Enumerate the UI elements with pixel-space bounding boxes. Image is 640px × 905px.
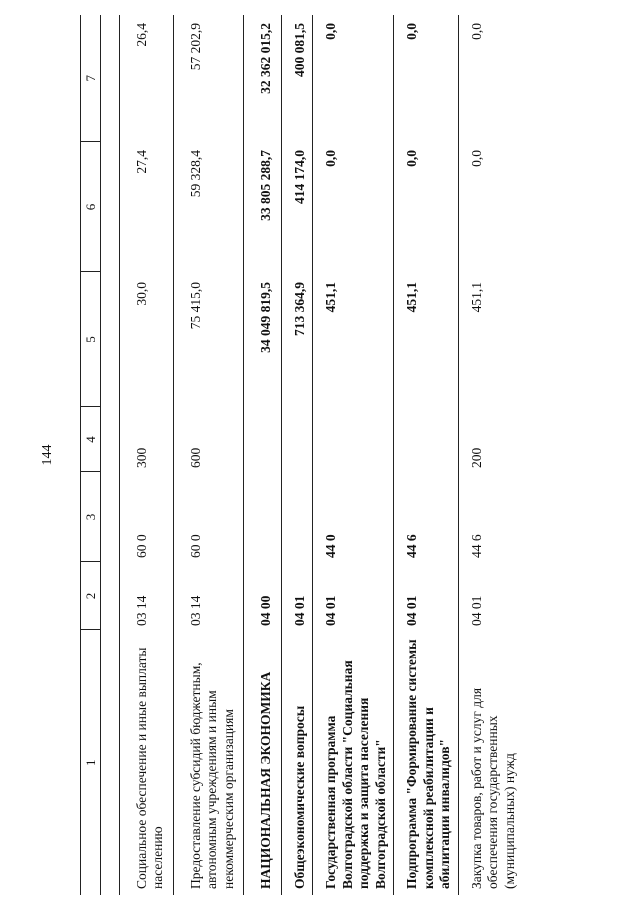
row-target: [244, 472, 281, 562]
row-section: 04 01: [281, 562, 312, 630]
table-row: [244, 15, 281, 895]
row-section: 04 01: [458, 562, 522, 630]
row-value-7: 57 202,9: [173, 15, 243, 142]
row-name: Подпрограмма "Формирование системы комплексной реабилитации и абилитации инвалидов": [394, 630, 458, 895]
column-header-1: 1: [81, 630, 101, 895]
row-section: 03 14: [120, 562, 174, 630]
rotated-table-container: [80, 15, 550, 895]
row-value-6: 0,0: [313, 142, 394, 272]
row-kind: 200: [458, 407, 522, 472]
row-section: 04 00: [244, 562, 281, 630]
row-kind: 600: [173, 407, 243, 472]
row-name: Закупка товаров, работ и услуг для обеспечения государственных (муниципальных) нужд: [458, 630, 522, 895]
row-value-5: 30,0: [120, 272, 174, 407]
table-row: [458, 15, 522, 895]
row-target: 44 6: [394, 472, 458, 562]
column-header-2: 2: [81, 562, 101, 630]
row-name: НАЦИОНАЛЬНАЯ ЭКОНОМИКА: [244, 630, 281, 895]
column-header-7: 7: [81, 15, 101, 142]
row-target: 60 0: [120, 472, 174, 562]
page-number: 144: [40, 444, 55, 466]
row-section: 03 14: [173, 562, 243, 630]
row-value-5: 451,1: [394, 272, 458, 407]
table-row: [313, 15, 394, 895]
row-target: [281, 472, 312, 562]
table-row: [120, 15, 174, 895]
row-value-7: 0,0: [458, 15, 522, 142]
row-name: Предоставление субсидий бюджетным, автономным учреждениям и иным некоммерческим организациям: [173, 630, 243, 895]
row-name: Государственная программа Волгоградской области "Социальная поддержка и защита населения Волгоградской области": [313, 630, 394, 895]
row-value-7: 400 081,5: [281, 15, 312, 142]
row-target: 60 0: [173, 472, 243, 562]
table-row: [281, 15, 312, 895]
column-header-5: 5: [81, 272, 101, 407]
row-target: 44 6: [458, 472, 522, 562]
row-value-7: 0,0: [313, 15, 394, 142]
header-row: [81, 15, 101, 895]
row-target: 44 0: [313, 472, 394, 562]
row-section: 04 01: [313, 562, 394, 630]
row-value-7: 32 362 015,2: [244, 15, 281, 142]
row-kind: [244, 407, 281, 472]
row-value-5: 451,1: [458, 272, 522, 407]
column-header-3: 3: [81, 472, 101, 562]
row-kind: 300: [120, 407, 174, 472]
row-section: 04 01: [394, 562, 458, 630]
row-kind: [394, 407, 458, 472]
row-value-5: 34 049 819,5: [244, 272, 281, 407]
budget-table: [80, 15, 522, 895]
row-kind: [313, 407, 394, 472]
row-value-6: 0,0: [458, 142, 522, 272]
row-value-5: 713 364,9: [281, 272, 312, 407]
row-value-6: 33 805 288,7: [244, 142, 281, 272]
row-value-5: 75 415,0: [173, 272, 243, 407]
row-value-7: 0,0: [394, 15, 458, 142]
row-kind: [281, 407, 312, 472]
row-value-6: 414 174,0: [281, 142, 312, 272]
spacer-row: [101, 15, 120, 895]
row-value-7: 26,4: [120, 15, 174, 142]
row-value-6: 59 328,4: [173, 142, 243, 272]
table-row: [394, 15, 458, 895]
row-value-5: 451,1: [313, 272, 394, 407]
column-header-4: 4: [81, 407, 101, 472]
row-value-6: 0,0: [394, 142, 458, 272]
table-row: [173, 15, 243, 895]
column-header-6: 6: [81, 142, 101, 272]
row-value-6: 27,4: [120, 142, 174, 272]
row-name: Социальное обеспечение и иные выплаты населению: [120, 630, 174, 895]
row-name: Общеэкономические вопросы: [281, 630, 312, 895]
